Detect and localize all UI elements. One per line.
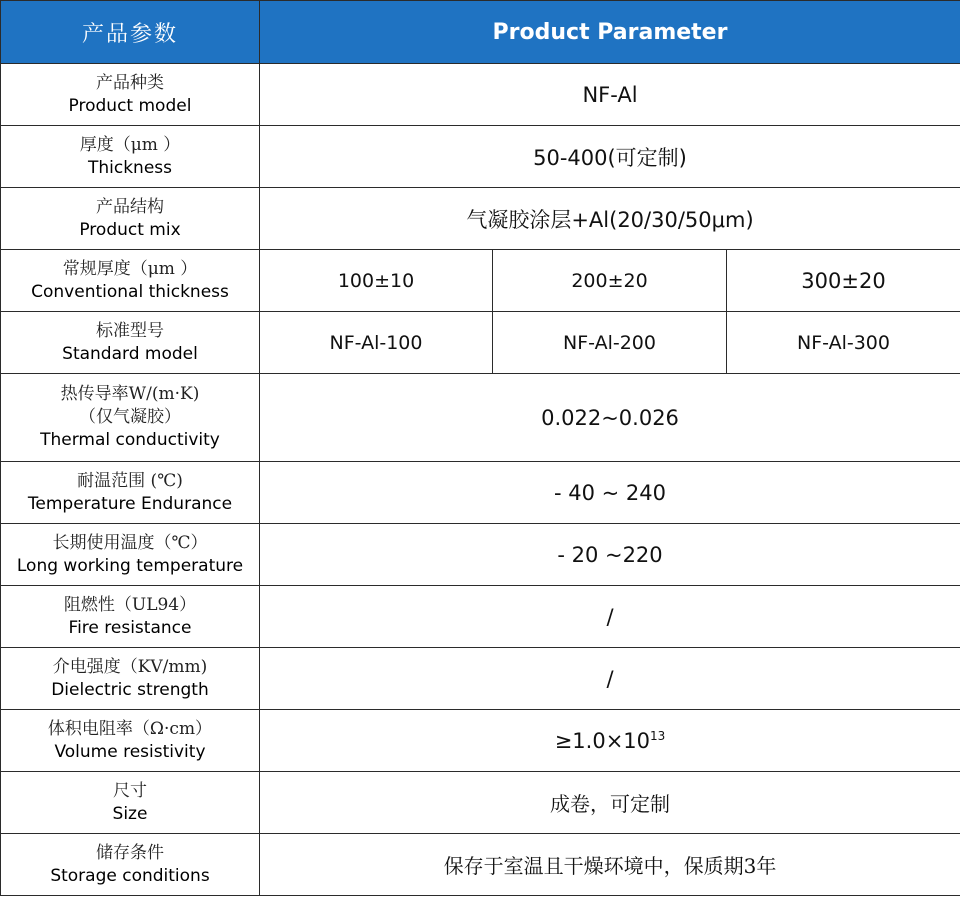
value-volume: [260, 710, 960, 772]
header-row: [1, 1, 960, 64]
label-en: Standard model: [62, 343, 198, 364]
label-cn: 厚度（μm ）: [79, 134, 181, 155]
value-storage: 保存于室温且干燥环境中，保质期3年: [260, 834, 960, 896]
label-cn: 常规厚度（μm ）: [62, 258, 198, 279]
label-en: Thickness: [87, 157, 173, 178]
label-en: Thermal conductivity: [40, 430, 220, 450]
label-thermal: [1, 374, 260, 462]
row-long-temp: [1, 524, 960, 586]
label-mix: [1, 188, 260, 250]
row-conv-thickness: [1, 250, 960, 312]
value-conv-thickness-2: 200±20: [493, 250, 727, 312]
value-conv-thickness-3: 300±20: [727, 250, 960, 312]
label-cn: 储存条件: [96, 842, 164, 863]
row-std-model: [1, 312, 960, 374]
header-right: Product Parameter: [260, 1, 960, 64]
row-size: [1, 772, 960, 834]
value-conv-thickness-1: 100±10: [260, 250, 493, 312]
row-temp-endurance: [1, 462, 960, 524]
label-size: [1, 772, 260, 834]
label-en: Volume resistivity: [54, 741, 206, 762]
value-size: 成卷，可定制: [260, 772, 960, 834]
row-mix: [1, 188, 960, 250]
label-cn: 尺寸: [113, 780, 147, 801]
label-model: [1, 64, 260, 126]
value-std-model-1: NF-Al-100: [260, 312, 493, 374]
label-en: Fire resistance: [68, 617, 192, 638]
label-en: Dielectric strength: [51, 679, 209, 700]
value-fire: /: [260, 586, 960, 648]
label-en: Storage conditions: [50, 865, 210, 886]
label-en: Size: [112, 803, 148, 824]
label-fire: [1, 586, 260, 648]
value-model: NF-Al: [260, 64, 960, 126]
label-cn: 产品结构: [96, 196, 164, 217]
label-cn: 标准型号: [96, 320, 164, 341]
label-conv-thickness: [1, 250, 260, 312]
label-en: Temperature Endurance: [27, 493, 233, 514]
value-thickness: 50-400(可定制): [260, 126, 960, 188]
row-model: [1, 64, 960, 126]
label-cn: 产品种类: [96, 72, 164, 93]
label-en: Product model: [68, 95, 192, 116]
value-dielectric: /: [260, 648, 960, 710]
header-left: 产品参数: [1, 1, 260, 64]
label-dielectric: [1, 648, 260, 710]
label-volume: [1, 710, 260, 772]
value-volume-exponent: 13: [650, 728, 666, 743]
label-en: Product mix: [79, 219, 181, 240]
label-cn: 介电强度（KV/mm): [52, 656, 208, 677]
value-long-temp: - 20 ~220: [260, 524, 960, 586]
label-temp-endurance: [1, 462, 260, 524]
value-std-model-2: NF-Al-200: [493, 312, 727, 374]
row-thickness: [1, 126, 960, 188]
label-cn: 体积电阻率（Ω·cm）: [47, 718, 213, 739]
value-std-model-3: NF-Al-300: [727, 312, 960, 374]
value-thermal: 0.022~0.026: [260, 374, 960, 462]
row-storage: [1, 834, 960, 896]
row-dielectric: [1, 648, 960, 710]
label-cn: 热传导率W/(m·K): [60, 384, 200, 404]
value-volume-base: ≥1.0×10: [554, 728, 651, 753]
label-cn: 阻燃性（UL94）: [63, 594, 197, 615]
label-std-model: [1, 312, 260, 374]
label-storage: [1, 834, 260, 896]
value-mix: 气凝胶涂层+Al(20/30/50μm): [260, 188, 960, 250]
label-thickness: [1, 126, 260, 188]
row-thermal: [1, 374, 960, 462]
label-cn: 耐温范围 (℃): [77, 470, 183, 491]
label-cn-note: （仅气凝胶）: [79, 407, 181, 427]
row-volume: [1, 710, 960, 772]
label-en: Conventional thickness: [31, 281, 229, 302]
label-cn: 长期使用温度（℃）: [52, 532, 208, 553]
value-temp-endurance: - 40 ~ 240: [260, 462, 960, 524]
label-en: Long working temperature: [16, 555, 244, 576]
row-fire: [1, 586, 960, 648]
label-long-temp: [1, 524, 260, 586]
